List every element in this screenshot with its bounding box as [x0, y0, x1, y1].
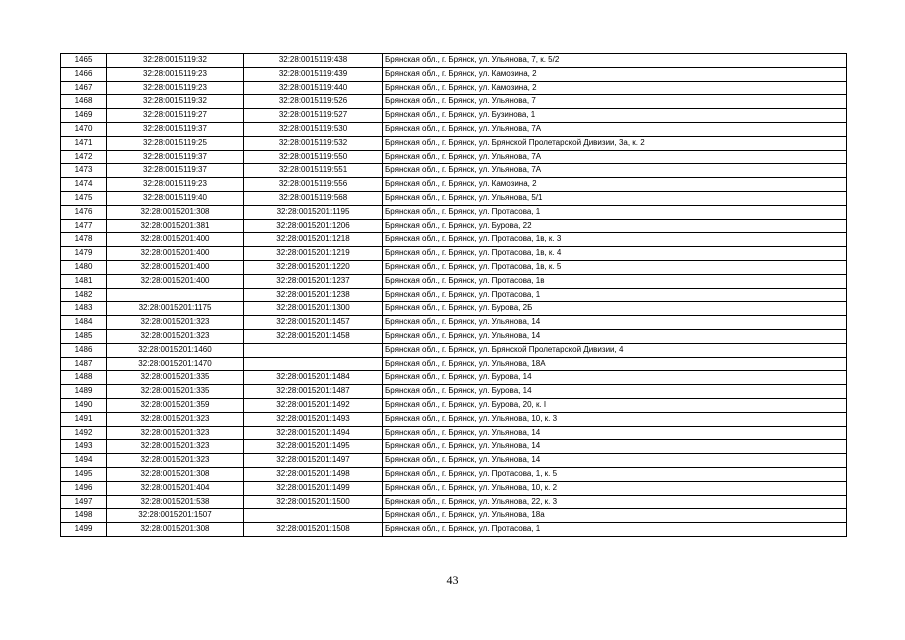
row-number-cell: 1498 — [61, 509, 107, 523]
parcel-number-cell: 32:28:0015119:32 — [107, 54, 244, 68]
parcel-number-cell: 32:28:0015119:32 — [107, 95, 244, 109]
table-row — [61, 523, 847, 537]
row-number-cell: 1486 — [61, 343, 107, 357]
parcel-number-cell: 32:28:0015201:308 — [107, 467, 244, 481]
table-row — [61, 219, 847, 233]
parcel-number-cell: 32:28:0015119:23 — [107, 67, 244, 81]
address-cell: Брянская обл., г. Брянск, ул. Ульянова, 18А — [383, 357, 847, 371]
parcel-number-cell: 32:28:0015201:323 — [107, 316, 244, 330]
object-number-cell: 32:28:0015201:1497 — [244, 454, 383, 468]
row-number-cell: 1469 — [61, 109, 107, 123]
table-row — [61, 467, 847, 481]
parcel-number-cell: 32:28:0015119:40 — [107, 191, 244, 205]
address-cell: Брянская обл., г. Брянск, ул. Камозина, 2 — [383, 81, 847, 95]
row-number-cell: 1482 — [61, 288, 107, 302]
parcel-number-cell: 32:28:0015201:323 — [107, 412, 244, 426]
address-cell: Брянская обл., г. Брянск, ул. Ульянова, 7А — [383, 164, 847, 178]
row-number-cell: 1465 — [61, 54, 107, 68]
object-number-cell: 32:28:0015201:1508 — [244, 523, 383, 537]
parcel-number-cell: 32:28:0015119:27 — [107, 109, 244, 123]
address-cell: Брянская обл., г. Брянск, ул. Брянской Пролетарской Дивизии, 3а, к. 2 — [383, 136, 847, 150]
object-number-cell — [244, 509, 383, 523]
object-number-cell: 32:28:0015119:527 — [244, 109, 383, 123]
address-cell: Брянская обл., г. Брянск, ул. Протасова, 1 — [383, 205, 847, 219]
address-cell: Брянская обл., г. Брянск, ул. Ульянова, 10, к. 3 — [383, 412, 847, 426]
page-number: 43 — [446, 573, 459, 587]
row-number-cell: 1472 — [61, 150, 107, 164]
object-number-cell: 32:28:0015119:551 — [244, 164, 383, 178]
parcel-number-cell: 32:28:0015119:37 — [107, 164, 244, 178]
parcel-number-cell: 32:28:0015201:308 — [107, 205, 244, 219]
table-row — [61, 481, 847, 495]
row-number-cell: 1468 — [61, 95, 107, 109]
address-cell: Брянская обл., г. Брянск, ул. Ульянова, 7 — [383, 95, 847, 109]
parcel-number-cell: 32:28:0015201:323 — [107, 329, 244, 343]
table-row — [61, 67, 847, 81]
row-number-cell: 1474 — [61, 178, 107, 192]
address-cell: Брянская обл., г. Брянск, ул. Ульянова, 10, к. 2 — [383, 481, 847, 495]
object-number-cell: 32:28:0015201:1492 — [244, 398, 383, 412]
object-number-cell: 32:28:0015201:1458 — [244, 329, 383, 343]
object-number-cell: 32:28:0015201:1499 — [244, 481, 383, 495]
address-cell: Брянская обл., г. Брянск, ул. Ульянова, 14 — [383, 329, 847, 343]
row-number-cell: 1467 — [61, 81, 107, 95]
table-row — [61, 136, 847, 150]
row-number-cell: 1484 — [61, 316, 107, 330]
address-cell: Брянская обл., г. Брянск, ул. Бурова, 22 — [383, 219, 847, 233]
table-row — [61, 440, 847, 454]
object-number-cell: 32:28:0015201:1219 — [244, 247, 383, 261]
row-number-cell: 1481 — [61, 274, 107, 288]
address-cell: Брянская обл., г. Брянск, ул. Ульянова, 22, к. 3 — [383, 495, 847, 509]
object-number-cell: 32:28:0015201:1495 — [244, 440, 383, 454]
object-number-cell: 32:28:0015119:438 — [244, 54, 383, 68]
table-row — [61, 54, 847, 68]
address-cell: Брянская обл., г. Брянск, ул. Ульянова, 14 — [383, 454, 847, 468]
object-number-cell: 32:28:0015119:556 — [244, 178, 383, 192]
table-row — [61, 164, 847, 178]
address-cell: Брянская обл., г. Брянск, ул. Ульянова, 7А — [383, 122, 847, 136]
parcel-number-cell: 32:28:0015201:400 — [107, 274, 244, 288]
address-cell: Брянская обл., г. Брянск, ул. Протасова, 1в, к. 4 — [383, 247, 847, 261]
parcel-number-cell: 32:28:0015119:23 — [107, 81, 244, 95]
row-number-cell: 1476 — [61, 205, 107, 219]
row-number-cell: 1478 — [61, 233, 107, 247]
object-number-cell: 32:28:0015201:1237 — [244, 274, 383, 288]
table-row — [61, 316, 847, 330]
parcel-number-cell: 32:28:0015201:335 — [107, 371, 244, 385]
parcel-number-cell: 32:28:0015119:37 — [107, 150, 244, 164]
object-number-cell: 32:28:0015119:530 — [244, 122, 383, 136]
object-number-cell: 32:28:0015201:1493 — [244, 412, 383, 426]
parcel-number-cell: 32:28:0015201:335 — [107, 385, 244, 399]
table-row — [61, 398, 847, 412]
table-row — [61, 150, 847, 164]
row-number-cell: 1480 — [61, 260, 107, 274]
address-cell: Брянская обл., г. Брянск, ул. Ульянова, 7, к. 5/2 — [383, 54, 847, 68]
object-number-cell: 32:28:0015201:1457 — [244, 316, 383, 330]
table-row — [61, 95, 847, 109]
parcel-number-cell: 32:28:0015201:1460 — [107, 343, 244, 357]
object-number-cell: 32:28:0015201:1220 — [244, 260, 383, 274]
table-row — [61, 509, 847, 523]
object-number-cell — [244, 357, 383, 371]
parcel-number-cell: 32:28:0015201:404 — [107, 481, 244, 495]
row-number-cell: 1489 — [61, 385, 107, 399]
parcel-number-cell: 32:28:0015201:400 — [107, 260, 244, 274]
address-cell: Брянская обл., г. Брянск, ул. Протасова, 1 — [383, 523, 847, 537]
row-number-cell: 1466 — [61, 67, 107, 81]
address-cell: Брянская обл., г. Брянск, ул. Камозина, 2 — [383, 178, 847, 192]
table-row — [61, 260, 847, 274]
object-number-cell: 32:28:0015201:1487 — [244, 385, 383, 399]
object-number-cell: 32:28:0015119:526 — [244, 95, 383, 109]
table-row — [61, 288, 847, 302]
address-cell: Брянская обл., г. Брянск, ул. Бузинова, 1 — [383, 109, 847, 123]
row-number-cell: 1473 — [61, 164, 107, 178]
parcel-number-cell: 32:28:0015201:538 — [107, 495, 244, 509]
address-cell: Брянская обл., г. Брянск, ул. Протасова, 1 — [383, 288, 847, 302]
table-row — [61, 412, 847, 426]
address-cell: Брянская обл., г. Брянск, ул. Бурова, 14 — [383, 385, 847, 399]
row-number-cell: 1477 — [61, 219, 107, 233]
object-number-cell: 32:28:0015201:1218 — [244, 233, 383, 247]
address-cell: Брянская обл., г. Брянск, ул. Бурова, 2Б — [383, 302, 847, 316]
address-cell: Брянская обл., г. Брянск, ул. Бурова, 20, к. I — [383, 398, 847, 412]
table-row — [61, 191, 847, 205]
parcel-number-cell: 32:28:0015201:308 — [107, 523, 244, 537]
row-number-cell: 1499 — [61, 523, 107, 537]
parcel-number-cell: 32:28:0015201:323 — [107, 426, 244, 440]
row-number-cell: 1479 — [61, 247, 107, 261]
table-row — [61, 233, 847, 247]
table-row — [61, 122, 847, 136]
address-cell: Брянская обл., г. Брянск, ул. Ульянова, 14 — [383, 316, 847, 330]
table-row — [61, 343, 847, 357]
parcel-number-cell: 32:28:0015201:1507 — [107, 509, 244, 523]
table-row — [61, 274, 847, 288]
table-row — [61, 371, 847, 385]
records-table — [60, 53, 847, 537]
table-row — [61, 385, 847, 399]
parcel-number-cell: 32:28:0015201:359 — [107, 398, 244, 412]
address-cell: Брянская обл., г. Брянск, ул. Протасова, 1в — [383, 274, 847, 288]
row-number-cell: 1492 — [61, 426, 107, 440]
row-number-cell: 1497 — [61, 495, 107, 509]
table-row — [61, 109, 847, 123]
parcel-number-cell: 32:28:0015119:23 — [107, 178, 244, 192]
parcel-number-cell: 32:28:0015201:381 — [107, 219, 244, 233]
address-cell: Брянская обл., г. Брянск, ул. Протасова, 1, к. 5 — [383, 467, 847, 481]
object-number-cell: 32:28:0015201:1206 — [244, 219, 383, 233]
parcel-number-cell: 32:28:0015201:323 — [107, 440, 244, 454]
object-number-cell: 32:28:0015201:1498 — [244, 467, 383, 481]
address-cell: Брянская обл., г. Брянск, ул. Ульянова, 14 — [383, 440, 847, 454]
object-number-cell: 32:28:0015201:1238 — [244, 288, 383, 302]
object-number-cell: 32:28:0015119:550 — [244, 150, 383, 164]
address-cell: Брянская обл., г. Брянск, ул. Протасова, 1в, к. 5 — [383, 260, 847, 274]
parcel-number-cell: 32:28:0015119:25 — [107, 136, 244, 150]
object-number-cell: 32:28:0015201:1195 — [244, 205, 383, 219]
row-number-cell: 1488 — [61, 371, 107, 385]
table-row — [61, 329, 847, 343]
address-cell: Брянская обл., г. Брянск, ул. Брянской Пролетарской Дивизии, 4 — [383, 343, 847, 357]
object-number-cell: 32:28:0015201:1500 — [244, 495, 383, 509]
records-table-body — [61, 54, 847, 537]
table-row — [61, 302, 847, 316]
table-row — [61, 357, 847, 371]
parcel-number-cell — [107, 288, 244, 302]
object-number-cell: 32:28:0015201:1494 — [244, 426, 383, 440]
parcel-number-cell: 32:28:0015201:323 — [107, 454, 244, 468]
address-cell: Брянская обл., г. Брянск, ул. Бурова, 14 — [383, 371, 847, 385]
object-number-cell: 32:28:0015119:532 — [244, 136, 383, 150]
table-row — [61, 495, 847, 509]
parcel-number-cell: 32:28:0015201:1175 — [107, 302, 244, 316]
row-number-cell: 1494 — [61, 454, 107, 468]
row-number-cell: 1485 — [61, 329, 107, 343]
row-number-cell: 1475 — [61, 191, 107, 205]
object-number-cell: 32:28:0015119:440 — [244, 81, 383, 95]
parcel-number-cell: 32:28:0015201:400 — [107, 233, 244, 247]
row-number-cell: 1496 — [61, 481, 107, 495]
row-number-cell: 1470 — [61, 122, 107, 136]
object-number-cell: 32:28:0015119:568 — [244, 191, 383, 205]
table-row — [61, 205, 847, 219]
table-row — [61, 81, 847, 95]
address-cell: Брянская обл., г. Брянск, ул. Камозина, 2 — [383, 67, 847, 81]
object-number-cell — [244, 343, 383, 357]
address-cell: Брянская обл., г. Брянск, ул. Протасова, 1в, к. 3 — [383, 233, 847, 247]
table-row — [61, 454, 847, 468]
object-number-cell: 32:28:0015201:1300 — [244, 302, 383, 316]
table-row — [61, 247, 847, 261]
object-number-cell: 32:28:0015119:439 — [244, 67, 383, 81]
table-row — [61, 426, 847, 440]
parcel-number-cell: 32:28:0015201:400 — [107, 247, 244, 261]
address-cell: Брянская обл., г. Брянск, ул. Ульянова, 5/1 — [383, 191, 847, 205]
table-row — [61, 178, 847, 192]
row-number-cell: 1487 — [61, 357, 107, 371]
parcel-number-cell: 32:28:0015201:1470 — [107, 357, 244, 371]
address-cell: Брянская обл., г. Брянск, ул. Ульянова, 14 — [383, 426, 847, 440]
row-number-cell: 1495 — [61, 467, 107, 481]
row-number-cell: 1493 — [61, 440, 107, 454]
parcel-number-cell: 32:28:0015119:37 — [107, 122, 244, 136]
object-number-cell: 32:28:0015201:1484 — [244, 371, 383, 385]
address-cell: Брянская обл., г. Брянск, ул. Ульянова, 7А — [383, 150, 847, 164]
row-number-cell: 1483 — [61, 302, 107, 316]
row-number-cell: 1491 — [61, 412, 107, 426]
address-cell: Брянская обл., г. Брянск, ул. Ульянова, 18а — [383, 509, 847, 523]
row-number-cell: 1490 — [61, 398, 107, 412]
row-number-cell: 1471 — [61, 136, 107, 150]
